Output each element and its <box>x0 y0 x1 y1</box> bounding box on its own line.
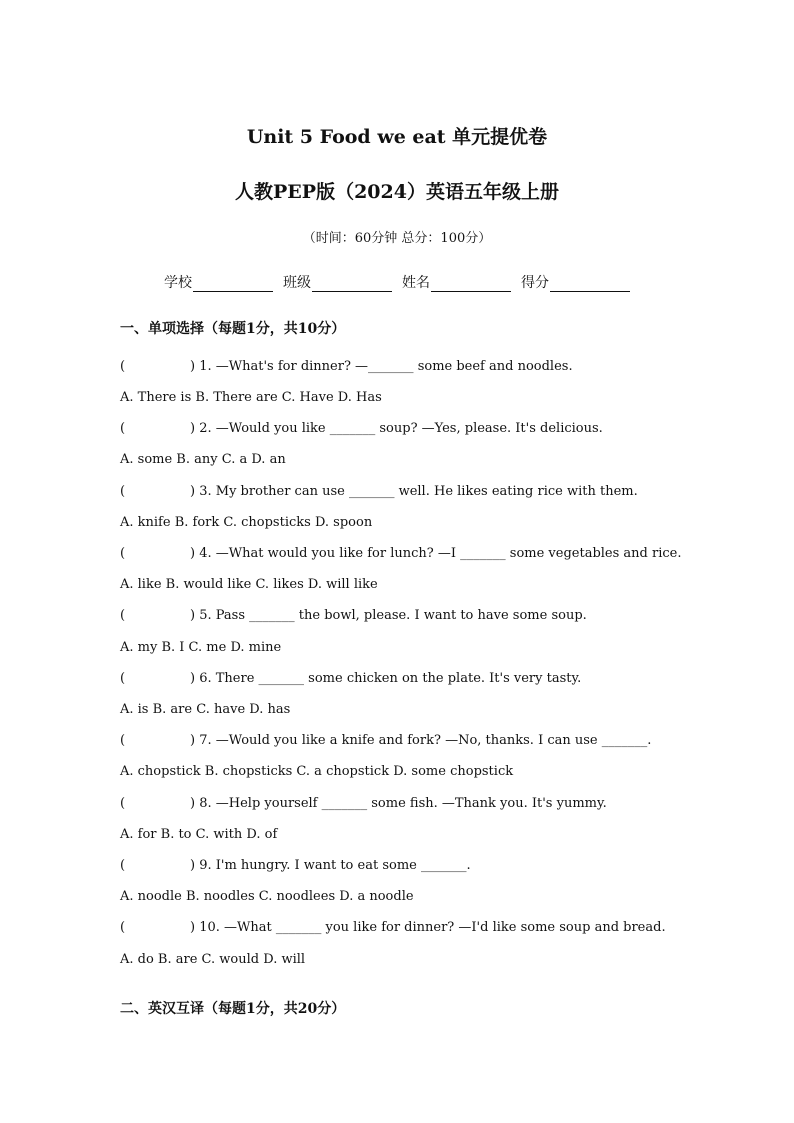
name-label: 姓名 <box>402 275 430 291</box>
answer-paren-close: ) <box>190 858 196 873</box>
options-1: A. There is B. There are C. Have D. Has <box>120 390 382 405</box>
exam-subtitle: 人教PEP版（2024）英语五年级上册 <box>235 181 559 203</box>
question-1 <box>120 359 573 374</box>
answer-paren-open: ( <box>120 858 126 873</box>
answer-paren-open: ( <box>120 608 126 623</box>
question-text: 3. My brother can use _______ well. He likes eating rice with them. <box>199 484 638 499</box>
question-10 <box>120 920 666 935</box>
section2-heading: 二、英汉互译（每题1分，共20分） <box>120 1001 346 1017</box>
question-text: 7. —Would you like a knife and fork? —No, thanks. I can use _______. <box>199 733 652 748</box>
answer-paren-open: ( <box>120 546 126 561</box>
school-label: 学校 <box>164 275 192 291</box>
answer-paren-open: ( <box>120 484 126 499</box>
answer-paren-open: ( <box>120 920 126 935</box>
question-7 <box>120 733 651 748</box>
score-field <box>521 272 630 292</box>
class-blank <box>312 277 392 292</box>
answer-paren-close: ) <box>190 546 196 561</box>
school-field <box>164 272 273 292</box>
question-text: 10. —What _______ you like for dinner? —I'd like some soup and bread. <box>199 920 666 935</box>
answer-paren-close: ) <box>190 920 196 935</box>
options-2: A. some B. any C. a D. an <box>120 452 286 467</box>
options-7: A. chopstick B. chopsticks C. a chopstick D. some chopstick <box>120 764 514 779</box>
score-blank <box>550 277 630 292</box>
name-field <box>402 272 511 292</box>
student-info-row <box>0 272 794 292</box>
time-score-info: （时间：60分钟 总分：100分） <box>302 231 492 246</box>
question-text: 9. I'm hungry. I want to eat some _______. <box>199 858 471 873</box>
question-text: 1. —What's for dinner? —_______ some beef and noodles. <box>199 359 573 374</box>
answer-paren-close: ) <box>190 671 196 686</box>
answer-paren-close: ) <box>190 359 196 374</box>
options-10: A. do B. are C. would D. will <box>120 952 306 967</box>
answer-paren-close: ) <box>190 421 196 436</box>
question-text: 4. —What would you like for lunch? —I _______ some vegetables and rice. <box>199 546 682 561</box>
options-5: A. my B. I C. me D. mine <box>120 640 282 655</box>
options-8: A. for B. to C. with D. of <box>120 827 278 842</box>
question-8 <box>120 796 607 811</box>
answer-paren-open: ( <box>120 796 126 811</box>
school-blank <box>193 277 273 292</box>
score-label: 得分 <box>521 275 549 291</box>
class-field <box>283 272 392 292</box>
question-6 <box>120 671 581 686</box>
answer-paren-open: ( <box>120 359 126 374</box>
question-5 <box>120 608 587 623</box>
answer-paren-close: ) <box>190 733 196 748</box>
question-2 <box>120 421 603 436</box>
options-4: A. like B. would like C. likes D. will like <box>120 577 378 592</box>
question-text: 8. —Help yourself _______ some fish. —Thank you. It's yummy. <box>199 796 607 811</box>
answer-paren-open: ( <box>120 733 126 748</box>
answer-paren-open: ( <box>120 671 126 686</box>
question-text: 2. —Would you like _______ soup? —Yes, please. It's delicious. <box>199 421 603 436</box>
answer-paren-close: ) <box>190 608 196 623</box>
section1-heading: 一、单项选择（每题1分，共10分） <box>120 321 346 337</box>
name-blank <box>431 277 511 292</box>
options-6: A. is B. are C. have D. has <box>120 702 291 717</box>
question-9 <box>120 858 471 873</box>
question-text: 6. There _______ some chicken on the plate. It's very tasty. <box>199 671 582 686</box>
question-text: 5. Pass _______ the bowl, please. I want to have some soup. <box>199 608 587 623</box>
answer-paren-open: ( <box>120 421 126 436</box>
class-label: 班级 <box>283 275 311 291</box>
answer-paren-close: ) <box>190 796 196 811</box>
question-3 <box>120 484 638 499</box>
question-4 <box>120 546 681 561</box>
answer-paren-close: ) <box>190 484 196 499</box>
exam-title: Unit 5 Food we eat 单元提优卷 <box>246 126 548 148</box>
options-3: A. knife B. fork C. chopsticks D. spoon <box>120 515 373 530</box>
options-9: A. noodle B. noodles C. noodlees D. a noodle <box>120 889 414 904</box>
